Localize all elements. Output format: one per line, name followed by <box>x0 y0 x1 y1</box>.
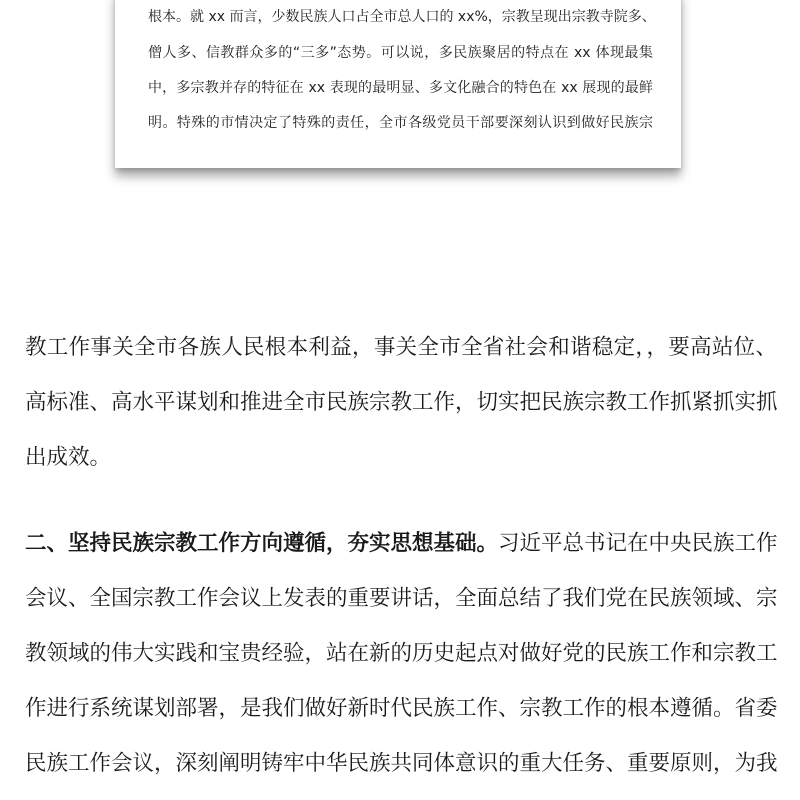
card-text-line: 僧人多、信教群众多的“三多”态势。可以说，多民族聚居的特点在 xx 体现最集 <box>148 45 653 61</box>
paragraph-line: 出成效。 <box>25 445 112 470</box>
paragraph-line: 会议、全国宗教工作会议上发表的重要讲话，全面总结了我们党在民族领域、宗 <box>25 586 778 611</box>
card-text-line: 明。特殊的市情决定了特殊的责任，全市各级党员干部要深刻认识到做好民族宗 <box>148 115 653 131</box>
card-text-line: 根本。就 xx 而言，少数民族人口占全市总人口的 xx%，宗教呈现出宗教寺院多、 <box>148 9 656 25</box>
paragraph-text: 习近平总书记在中央民族工作 <box>498 531 778 556</box>
paragraph-line <box>25 530 777 558</box>
card-text-line: 中，多宗教并存的特征在 xx 表现的最明显、多文化融合的特色在 xx 展现的最鲜 <box>148 80 653 96</box>
document-preview-card <box>115 0 681 168</box>
paragraph-line: 作进行系统谋划部署，是我们做好新时代民族工作、宗教工作的根本遵循。省委 <box>25 696 778 721</box>
paragraph-line: 教工作事关全市各族人民根本利益，事关全市全省社会和谐稳定，，要高站位、 <box>25 335 777 360</box>
paragraph-line: 高标准、高水平谋划和推进全市民族宗教工作，切实把民族宗教工作抓紧抓实抓 <box>25 390 778 415</box>
section-heading: 二、坚持民族宗教工作方向遵循，夯实思想基础。 <box>25 531 499 556</box>
paragraph-line: 教领域的伟大实践和宝贵经验，站在新的历史起点对做好党的民族工作和宗教工 <box>25 641 778 666</box>
paragraph-line: 民族工作会议，深刻阐明铸牢中华民族共同体意识的重大任务、重要原则，为我 <box>25 751 778 776</box>
